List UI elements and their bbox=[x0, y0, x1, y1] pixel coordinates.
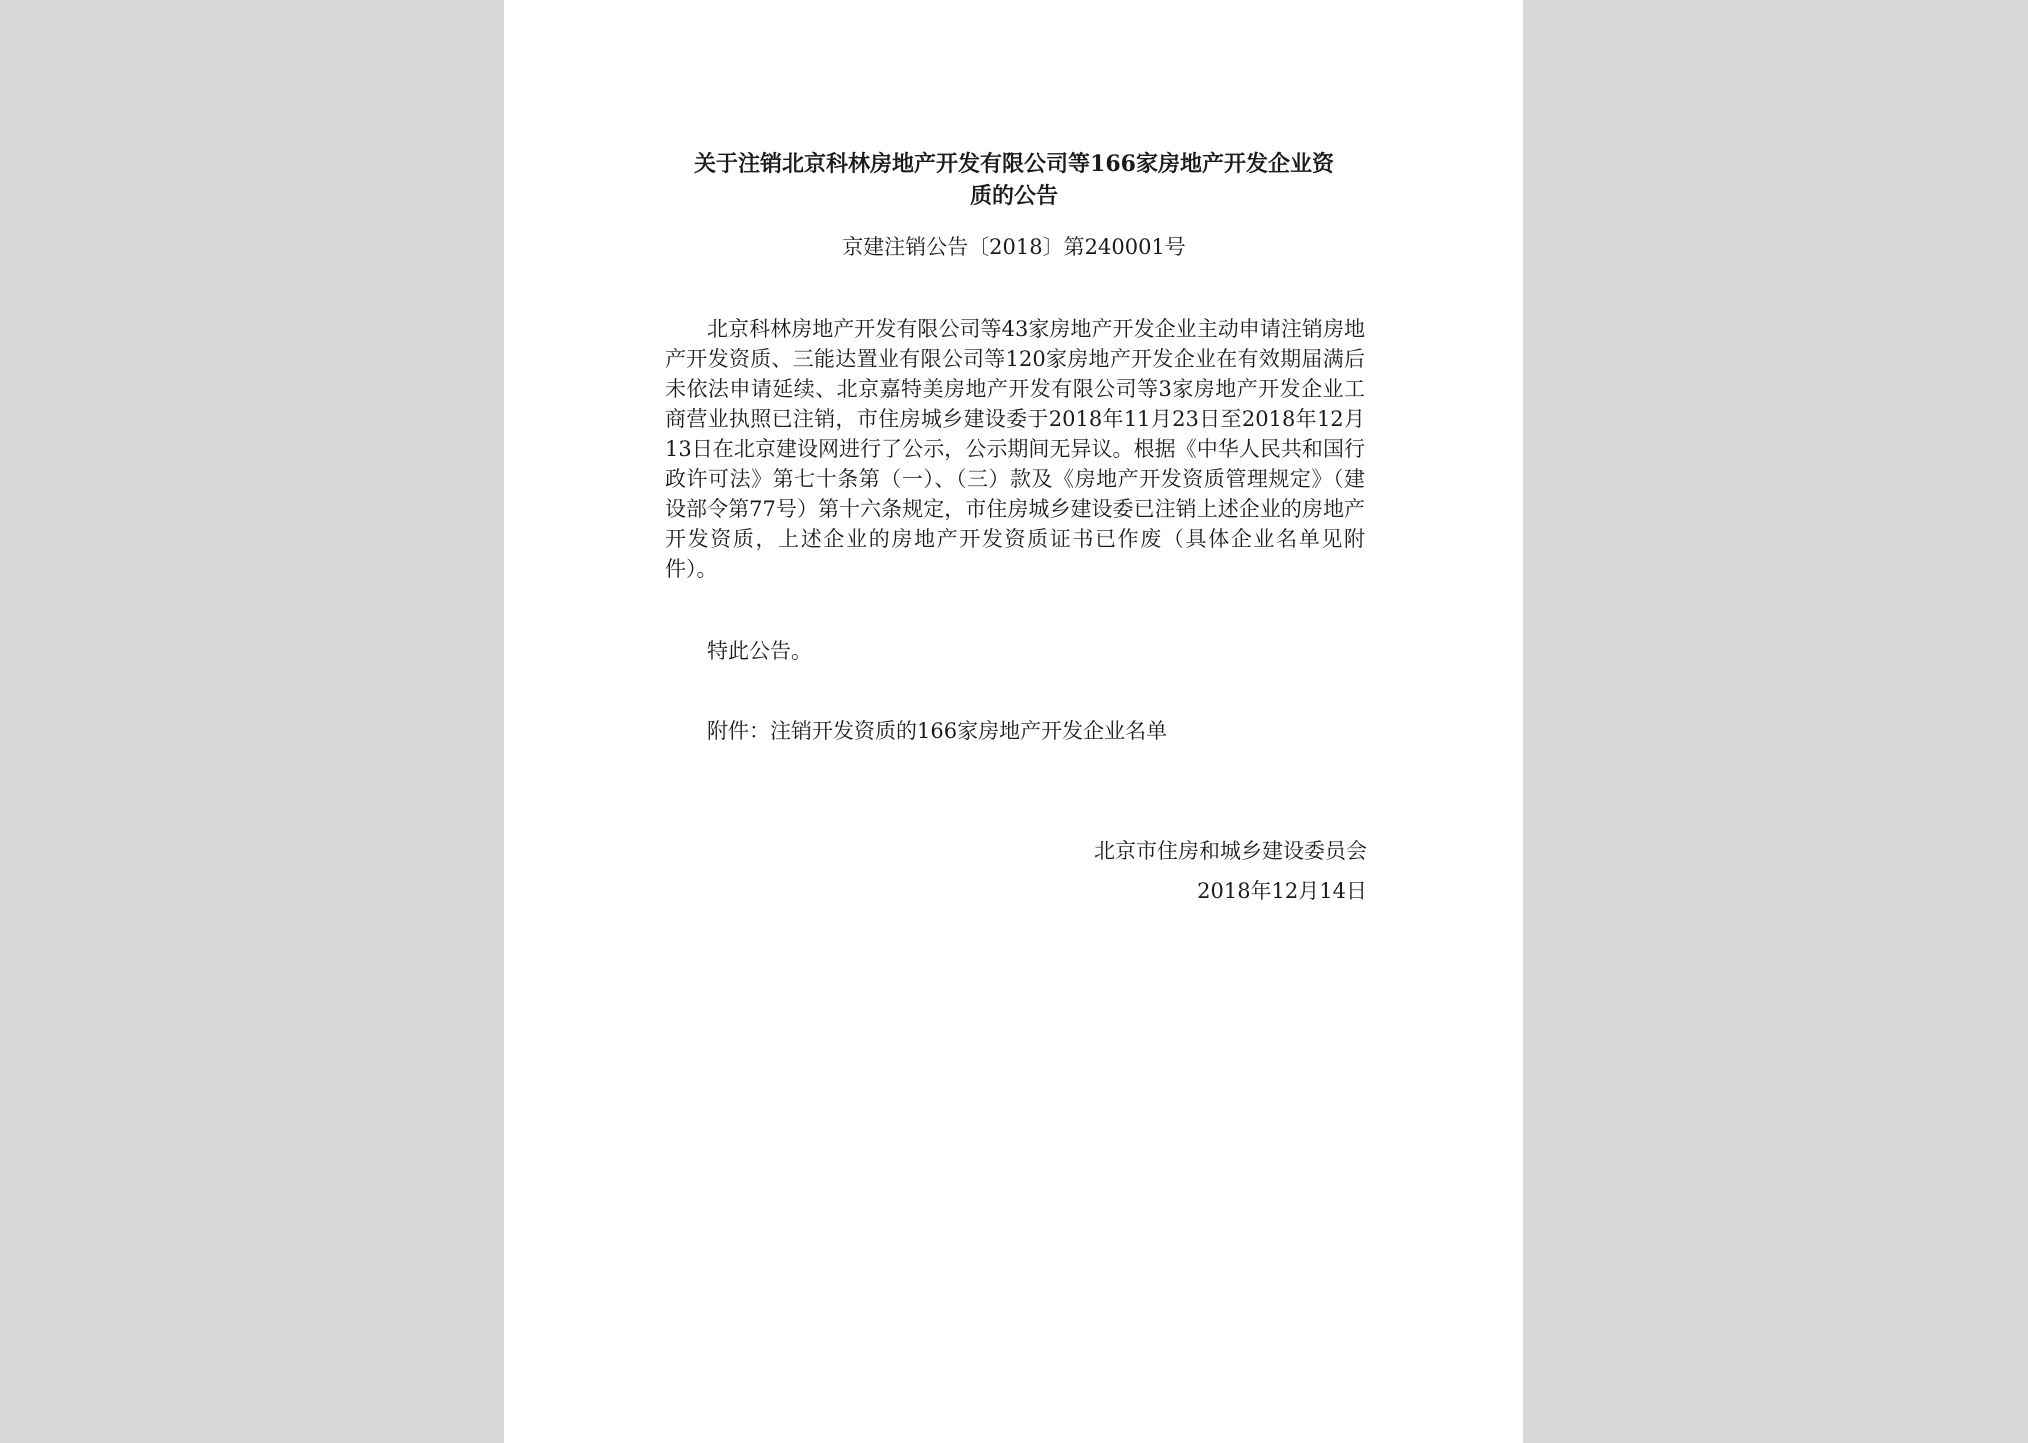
attachment-note: 附件：注销开发资质的166家房地产开发企业名单 bbox=[707, 719, 1168, 743]
title-line-1: 关于注销北京科林房地产开发有限公司等166家房地产开发企业资 bbox=[694, 151, 1334, 177]
body-paragraph: 北京科林房地产开发有限公司等43家房地产开发企业主动申请注销房地产开发资质、三能达置业有限公司等120家房地产开发企业在有效期届满后未依法申请延续、北京嘉特美房地产开发有限公司等3家房地产开发企业工商营业执照已注销，市住房城乡建设委于2018年11月23日至2018年12月13日在北京建设网进行了公示，公示期间无异议。根据《中华人民共和国行政许可法》第七十条第（一）、（三）款及《房地产开发资质管理规定》（建设部令第77号）第十六条规定，市住房城乡建设委已注销上述企业的房地产开发资质，上述企业的房地产开发资质证书已作废（具体企业名单见附件）。 bbox=[665, 317, 1365, 581]
document-title bbox=[664, 148, 1364, 212]
title-line-2: 质的公告 bbox=[969, 183, 1058, 209]
document-body bbox=[665, 314, 1365, 584]
closing-text: 特此公告。 bbox=[707, 639, 812, 663]
document-page bbox=[504, 0, 1523, 1443]
document-number: 京建注销公告〔2018〕第240001号 bbox=[842, 235, 1186, 259]
issue-date: 2018年12月14日 bbox=[1197, 879, 1367, 903]
issuer-name: 北京市住房和城乡建设委员会 bbox=[1094, 839, 1367, 863]
